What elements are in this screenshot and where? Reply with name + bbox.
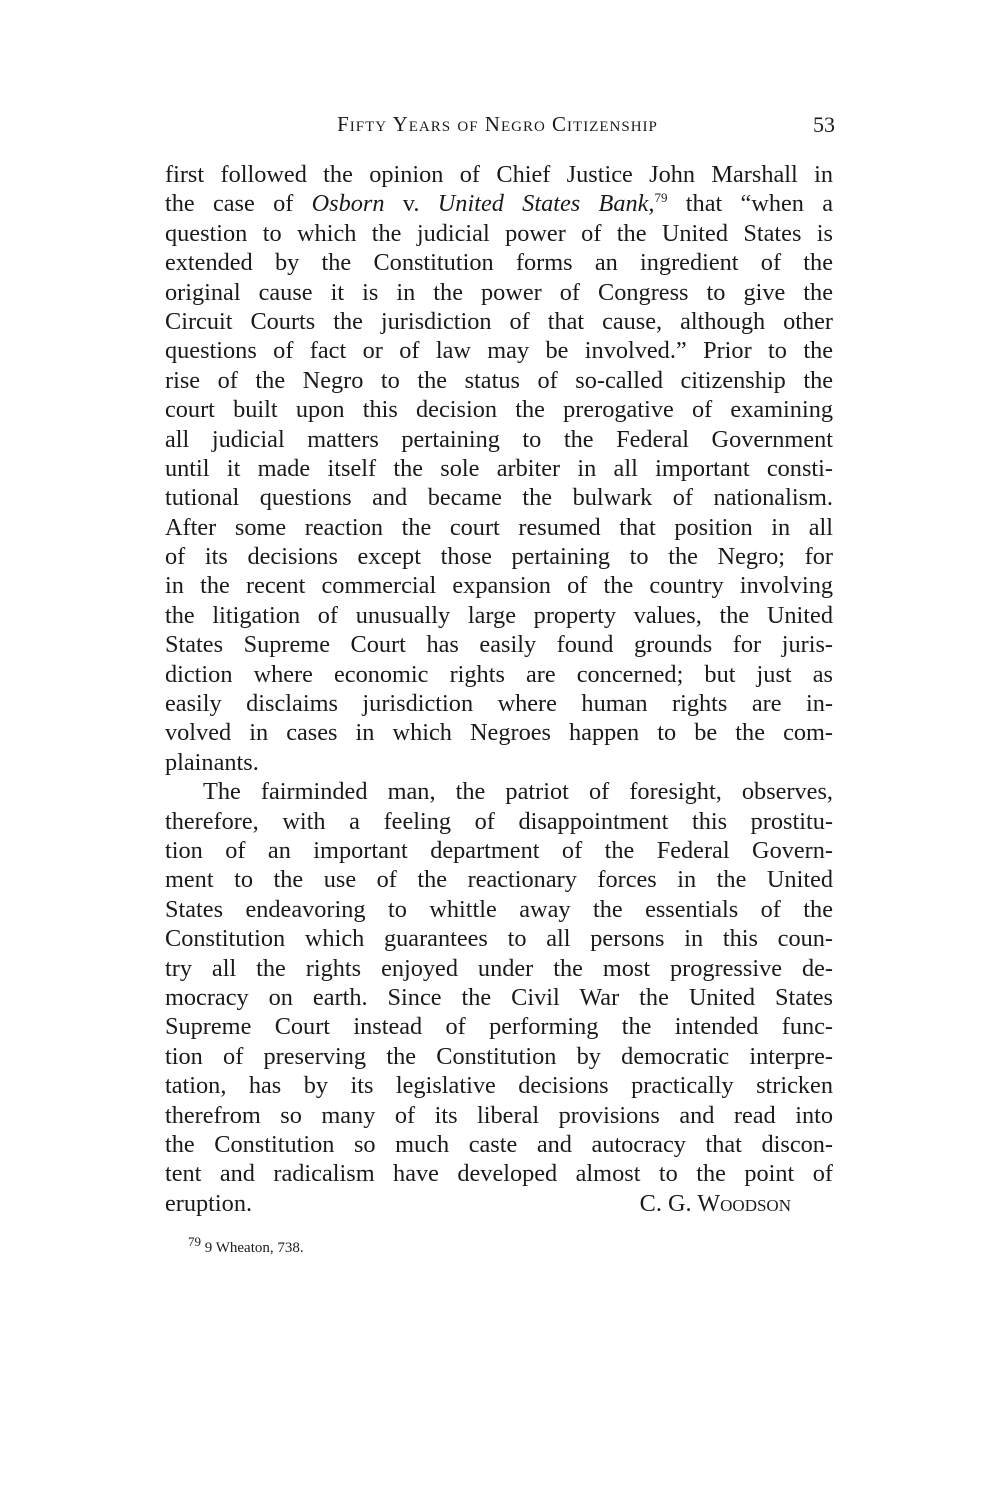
running-header xyxy=(160,112,835,144)
text-line: tent and radicalism have developed almost to the point of xyxy=(165,1160,833,1188)
text-line: until it made itself the sole arbiter in all important consti- xyxy=(165,454,833,482)
text-line: questions of fact or of law may be involved.” Prior to the xyxy=(165,337,833,365)
text-line: of its decisions except those pertaining to the Negro; for xyxy=(165,543,833,571)
footnote xyxy=(188,1234,304,1257)
text-line: extended by the Constitution forms an ingredient of the xyxy=(165,249,833,277)
text-line: try all the rights enjoyed under the most progressive de- xyxy=(165,954,833,982)
closing-line xyxy=(165,1189,833,1218)
author-signature: C. G. Woodson xyxy=(639,1189,791,1217)
text-line: question to which the judicial power of the United States is xyxy=(165,219,833,247)
text-line: first followed the opinion of Chief Justice John Marshall in xyxy=(165,161,833,188)
closing-word: eruption. xyxy=(165,1189,253,1217)
text-run: that “when a xyxy=(667,190,834,218)
text-line: therefore, with a feeling of disappointment this prostitu- xyxy=(165,807,833,835)
text-line: ment to the use of the reactionary forces in the United xyxy=(165,866,833,894)
text-line: the Constitution so much caste and autocracy that discon- xyxy=(165,1130,833,1158)
text-line: mocracy on earth. Since the Civil War the United States xyxy=(165,983,833,1011)
text-line: tation, has by its legislative decisions practically stricken xyxy=(165,1072,833,1100)
text-line xyxy=(165,189,833,218)
text-line: States Supreme Court has easily found grounds for juris- xyxy=(165,631,833,659)
text-line: rise of the Negro to the status of so-called citizenship the xyxy=(165,366,833,394)
text-line: in the recent commercial expansion of the country involving xyxy=(165,572,833,600)
case-name: Osborn xyxy=(311,190,385,218)
text-run: the case of xyxy=(165,190,312,218)
text-line: After some reaction the court resumed that position in all xyxy=(165,513,833,541)
footnote-ref: 79 xyxy=(654,190,668,206)
text-line: volved in cases in which Negroes happen to be the com- xyxy=(165,719,833,747)
text-line: plainants. xyxy=(165,748,259,776)
text-line: tion of preserving the Constitution by democratic interpre- xyxy=(165,1042,833,1070)
footnote-marker: 79 xyxy=(188,1234,201,1249)
case-name: United States Bank, xyxy=(437,190,655,218)
footnote-text: 9 Wheaton, 738. xyxy=(201,1240,304,1256)
text-line: States endeavoring to whittle away the essentials of the xyxy=(165,895,833,923)
text-line: tutional questions and became the bulwark of nationalism. xyxy=(165,484,833,512)
text-line: Circuit Courts the jurisdiction of that cause, although other xyxy=(165,307,833,335)
page-number: 53 xyxy=(813,112,835,137)
text-line: all judicial matters pertaining to the Federal Government xyxy=(165,425,833,453)
text-line: court built upon this decision the prerogative of examining xyxy=(165,396,833,424)
body-text xyxy=(165,160,833,1218)
text-line: Supreme Court instead of performing the intended func- xyxy=(165,1013,833,1041)
text-line: The fairminded man, the patriot of foresight, observes, xyxy=(203,778,833,806)
text-line: diction where economic rights are concerned; but just as xyxy=(165,660,833,688)
text-run: v. xyxy=(384,190,438,218)
text-line: therefrom so many of its liberal provisions and read into xyxy=(165,1101,833,1129)
running-title: Fifty Years of Negro Citizenship xyxy=(337,112,658,136)
text-line: original cause it is in the power of Congress to give the xyxy=(165,278,833,306)
text-line: the litigation of unusually large property values, the United xyxy=(165,601,833,629)
text-line: easily disclaims jurisdiction where human rights are in- xyxy=(165,690,833,718)
text-line: tion of an important department of the Federal Govern- xyxy=(165,836,833,864)
text-line: Constitution which guarantees to all persons in this coun- xyxy=(165,925,833,953)
